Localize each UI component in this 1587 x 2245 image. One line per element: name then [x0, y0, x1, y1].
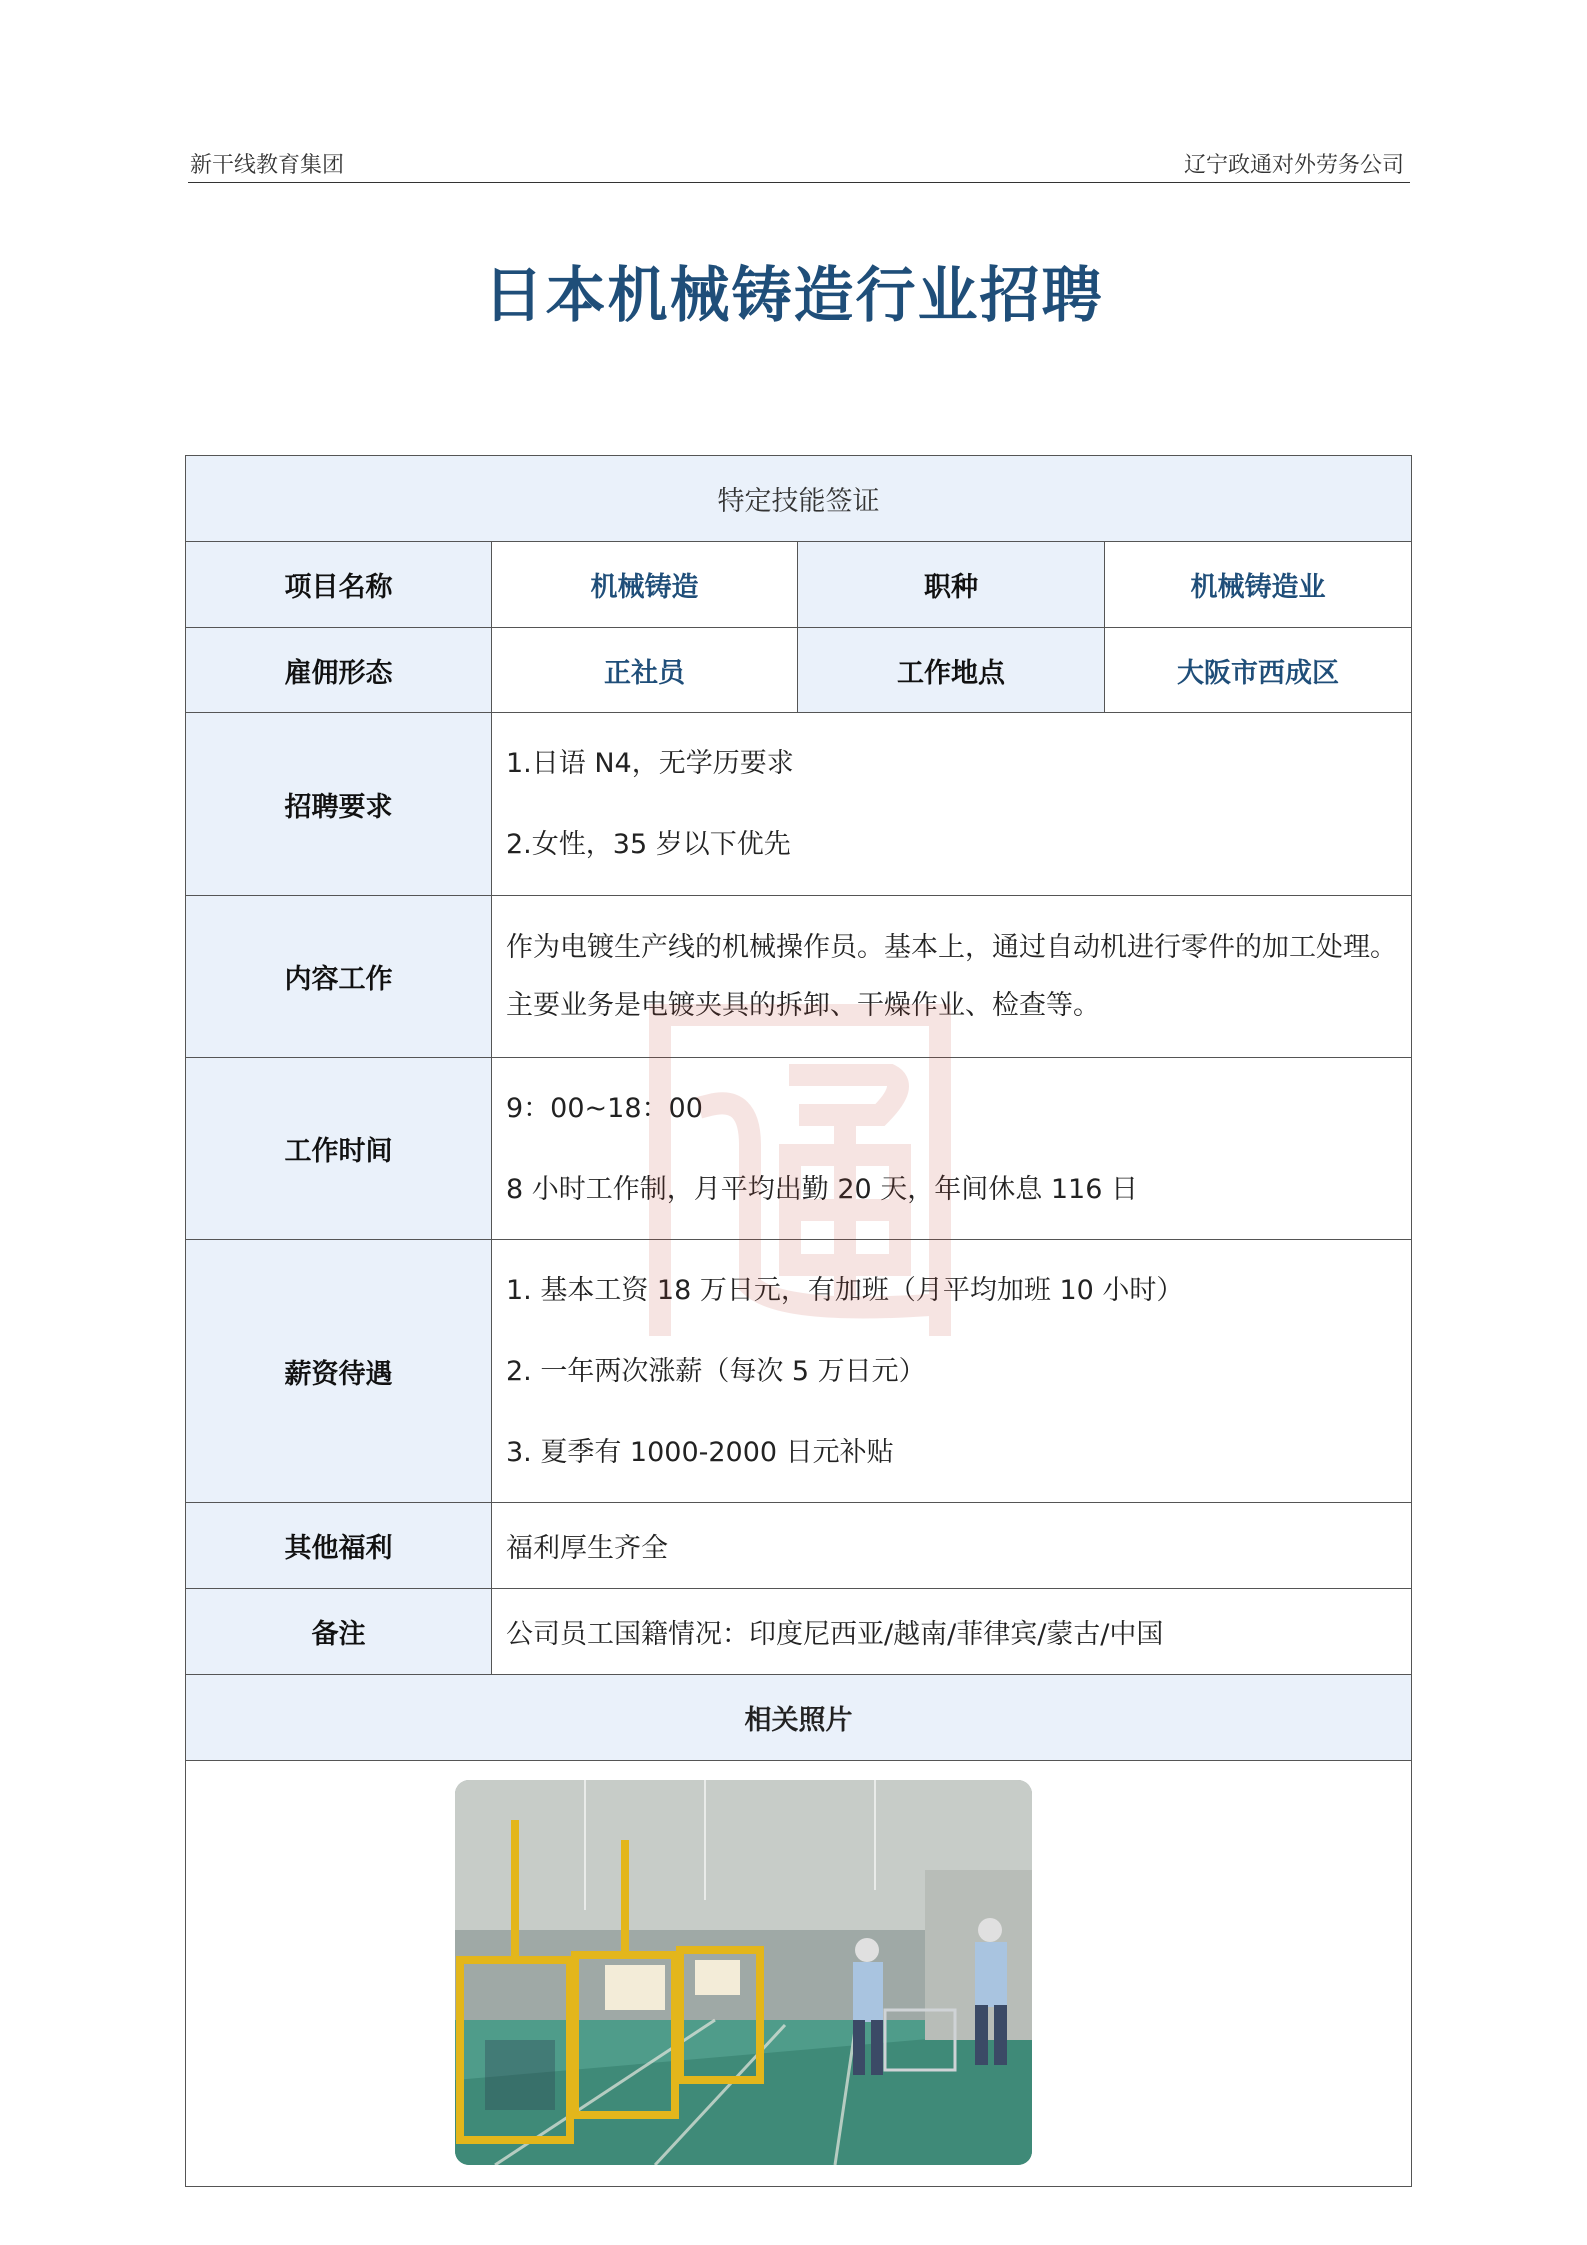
requirements-label: 招聘要求	[186, 713, 492, 896]
project-value: 机械铸造	[492, 542, 798, 628]
header-divider	[188, 182, 1410, 183]
location-label: 工作地点	[798, 628, 1105, 713]
job-label: 职种	[798, 542, 1105, 628]
header-left: 新干线教育集团	[190, 153, 345, 178]
work-time-line: 8 小时工作制，月平均出勤 20 天，年间休息 116 日	[506, 1173, 1138, 1205]
page-title: 日本机械铸造行业招聘	[483, 261, 1104, 331]
photos-label: 相关照片	[186, 1675, 1412, 1761]
visa-type: 特定技能签证	[186, 456, 1412, 542]
job-value: 机械铸造业	[1105, 542, 1412, 628]
salary-line: 2. 一年两次涨薪（每次 5 万日元）	[506, 1355, 926, 1387]
notes-value: 公司员工国籍情况：印度尼西亚/越南/菲律宾/蒙古/中国	[492, 1589, 1412, 1675]
benefits-value: 福利厚生齐全	[492, 1503, 1412, 1589]
work-time-line: 9：00~18：00	[506, 1092, 703, 1124]
content-line: 作为电镀生产线的机械操作员。基本上，通过自动机进行零件的加工处理。	[506, 931, 1397, 963]
benefits-label: 其他福利	[186, 1503, 492, 1589]
salary-line: 1. 基本工资 18 万日元，有加班（月平均加班 10 小时）	[506, 1274, 1184, 1306]
requirements-value	[492, 713, 1412, 896]
factory-photo	[455, 1780, 1032, 2165]
seal-watermark-icon	[640, 985, 960, 1345]
employment-value: 正社员	[492, 628, 798, 713]
location-value: 大阪市西成区	[1105, 628, 1412, 713]
notes-label: 备注	[186, 1589, 492, 1675]
content-label: 内容工作	[186, 896, 492, 1058]
header-right: 辽宁政通对外劳务公司	[1183, 153, 1404, 178]
work-time-label: 工作时间	[186, 1058, 492, 1240]
salary-line: 3. 夏季有 1000-2000 日元补贴	[506, 1436, 894, 1468]
salary-label: 薪资待遇	[186, 1240, 492, 1503]
content-line: 主要业务是电镀夹具的拆卸、干燥作业、检查等。	[506, 989, 1100, 1021]
project-label: 项目名称	[186, 542, 492, 628]
employment-label: 雇佣形态	[186, 628, 492, 713]
requirement-line: 1.日语 N4，无学历要求	[506, 748, 794, 779]
requirement-line: 2.女性，35 岁以下优先	[506, 829, 791, 860]
